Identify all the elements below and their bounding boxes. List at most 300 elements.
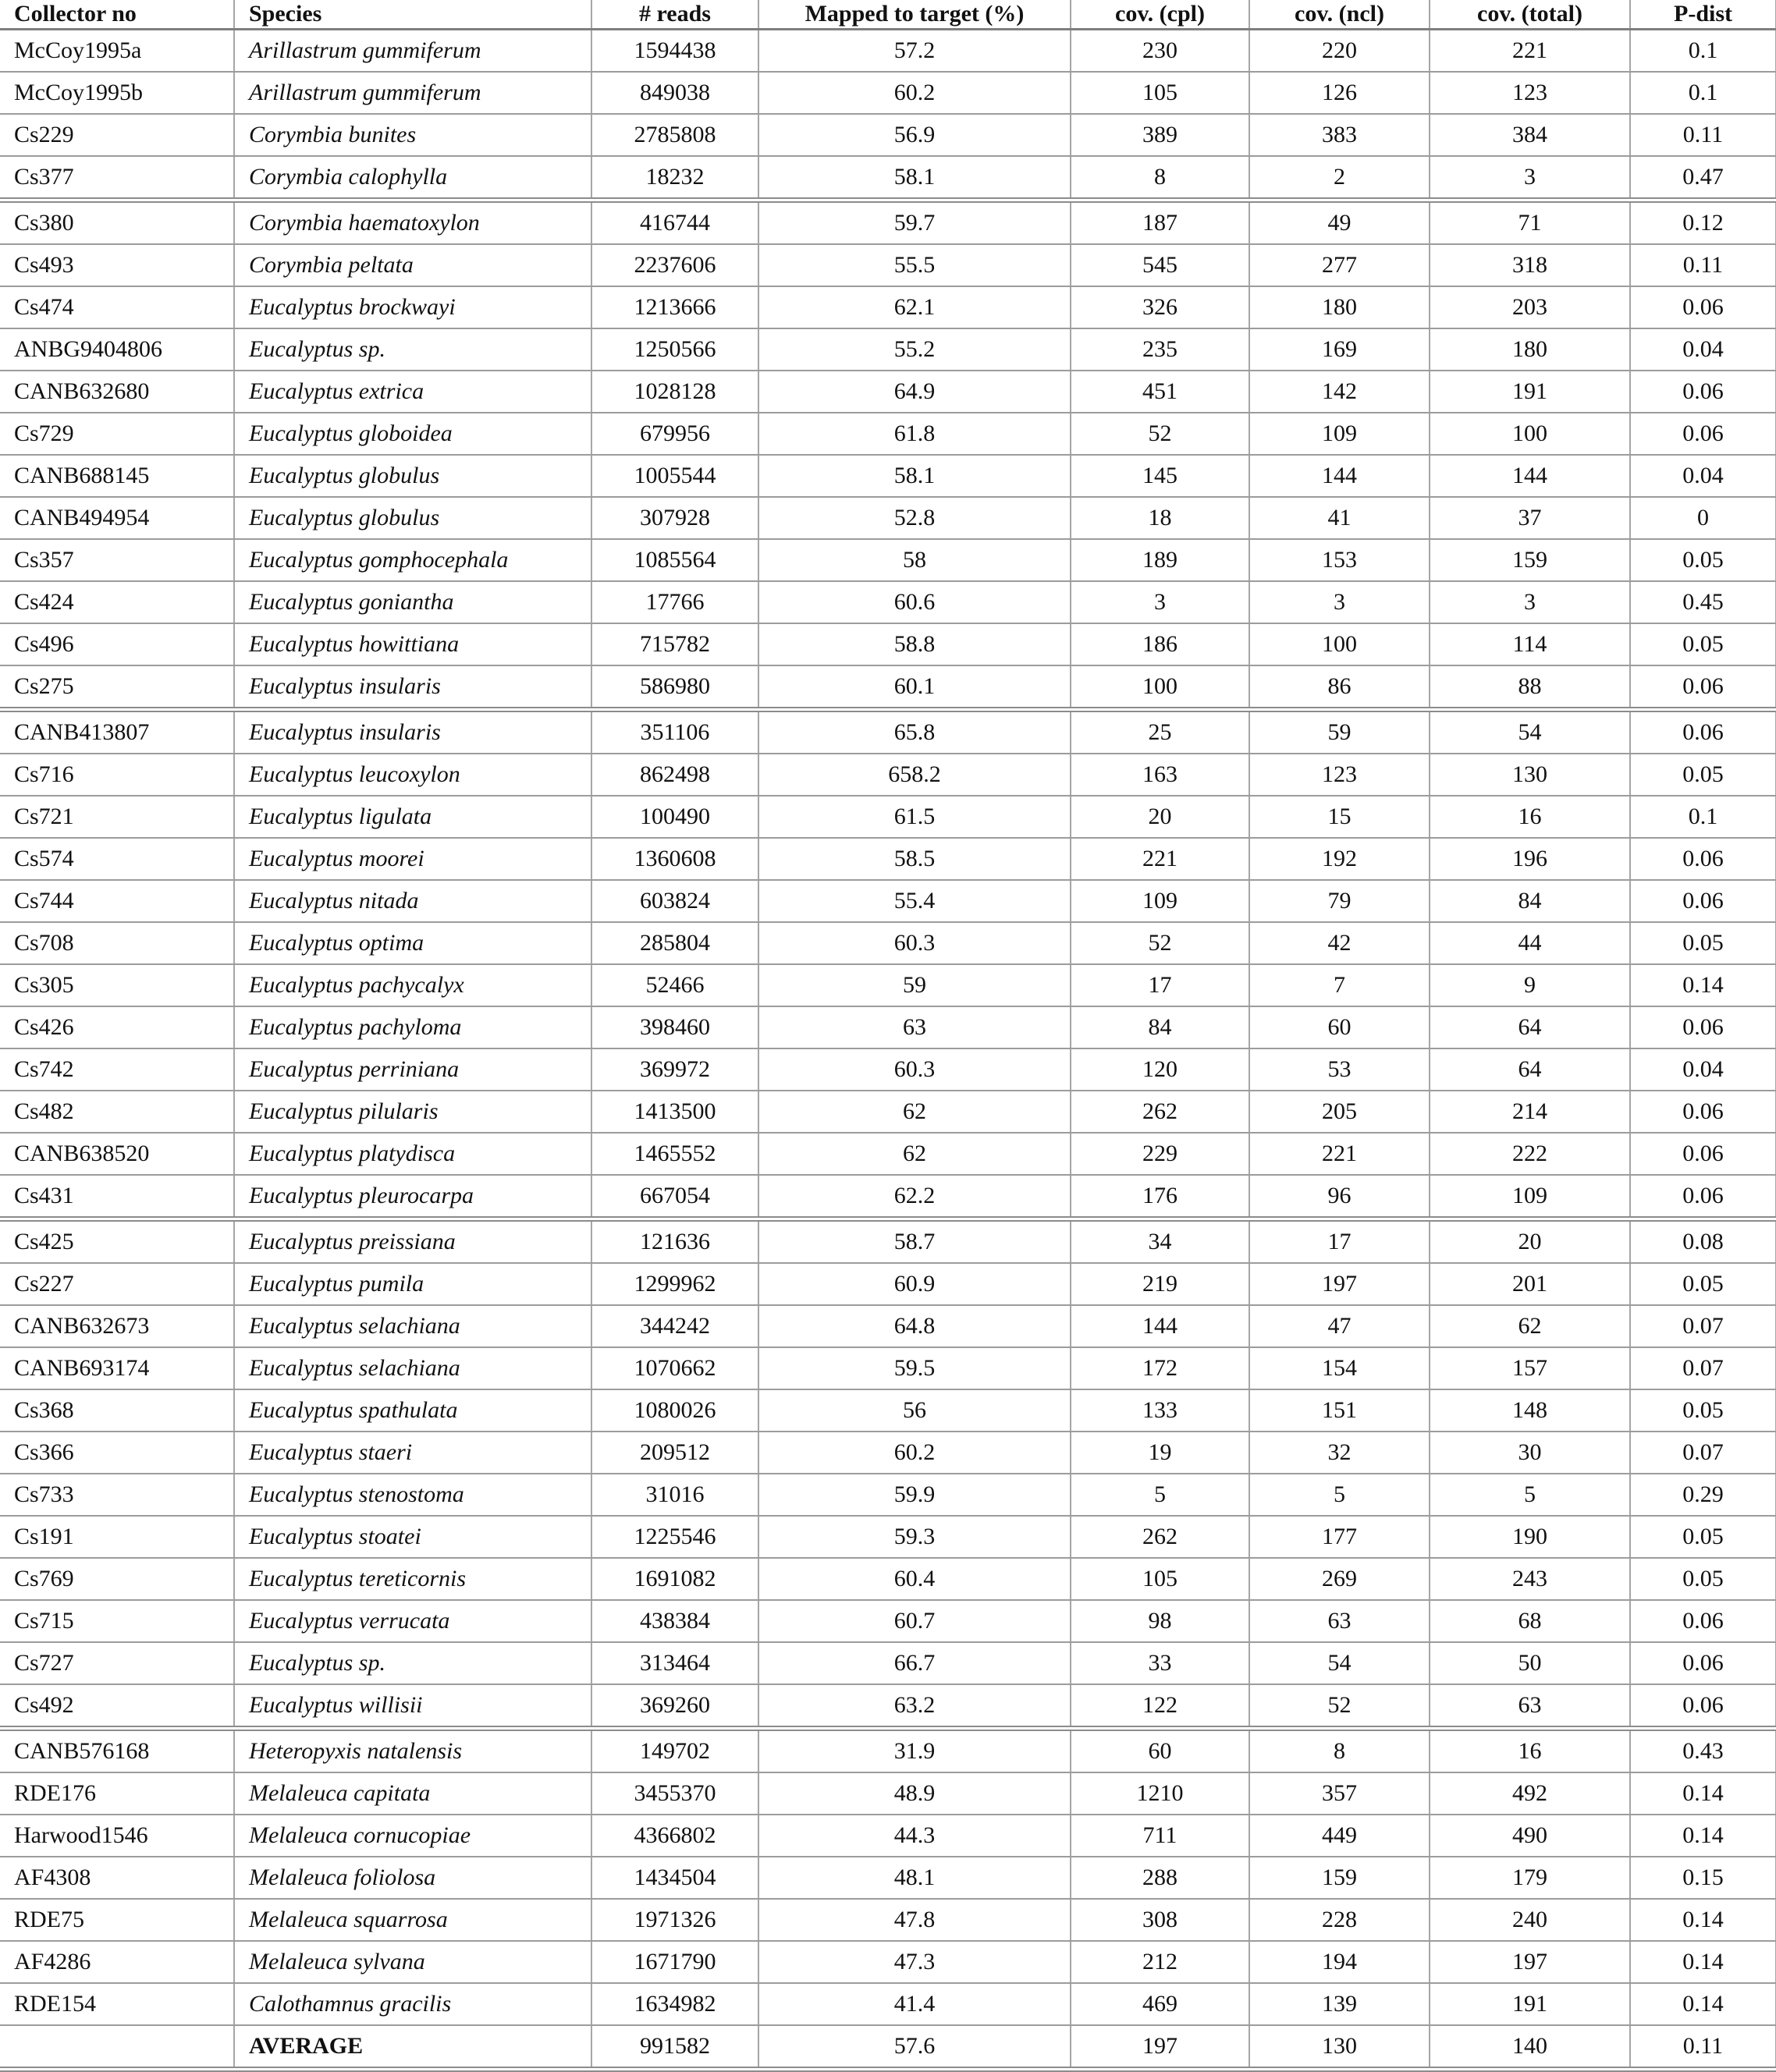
cell-reads: 209512 <box>591 1432 758 1474</box>
cell-cov_cpl: 187 <box>1071 200 1249 245</box>
cell-cov_ncl: 194 <box>1249 1941 1430 1983</box>
table-row <box>0 539 1776 581</box>
cell-cov_ncl: 79 <box>1249 880 1430 922</box>
cell-reads: 2785808 <box>591 114 758 156</box>
col-header-cov_ncl: cov. (ncl) <box>1249 0 1430 30</box>
cell-species: Corymbia haematoxylon <box>234 200 591 245</box>
cell-cov_cpl: 109 <box>1071 880 1249 922</box>
cell-mapped: 60.9 <box>758 1263 1071 1305</box>
cell-reads: 1225546 <box>591 1516 758 1558</box>
cell-cov_cpl: 219 <box>1071 1263 1249 1305</box>
cell-pdist: 0.1 <box>1630 30 1776 73</box>
cell-cov_total: 68 <box>1430 1600 1630 1642</box>
cell-collector: CANB494954 <box>0 497 234 539</box>
cell-mapped: 66.7 <box>758 1642 1071 1684</box>
cell-mapped: 41.4 <box>758 1983 1071 2025</box>
table-row <box>0 1091 1776 1133</box>
cell-species: Eucalyptus optima <box>234 922 591 964</box>
cell-cov_total: 179 <box>1430 1857 1630 1899</box>
cell-species: Eucalyptus stenostoma <box>234 1474 591 1516</box>
cell-cov_cpl: 25 <box>1071 710 1249 754</box>
cell-cov_total: 490 <box>1430 1815 1630 1857</box>
cell-cov_ncl: 154 <box>1249 1347 1430 1389</box>
cell-cov_ncl: 3 <box>1249 581 1430 623</box>
cell-species: Eucalyptus selachiana <box>234 1347 591 1389</box>
cell-cov_cpl: 133 <box>1071 1389 1249 1432</box>
cell-cov_cpl: 163 <box>1071 754 1249 796</box>
cell-species: Eucalyptus ligulata <box>234 796 591 838</box>
cell-pdist: 0.05 <box>1630 754 1776 796</box>
cell-pdist: 0.07 <box>1630 1347 1776 1389</box>
cell-cov_cpl: 172 <box>1071 1347 1249 1389</box>
cell-cov_ncl: 220 <box>1249 30 1430 73</box>
cell-reads: 351106 <box>591 710 758 754</box>
cell-cov_total: 240 <box>1430 1899 1630 1941</box>
cell-cov_total: 3 <box>1430 156 1630 200</box>
table-row <box>0 1048 1776 1091</box>
table-row <box>0 30 1776 73</box>
cell-cov_cpl: 5 <box>1071 1474 1249 1516</box>
cell-mapped: 59 <box>758 964 1071 1006</box>
cell-mapped: 60.7 <box>758 1600 1071 1642</box>
cell-mapped: 62.2 <box>758 1175 1071 1219</box>
cell-cov_total: 190 <box>1430 1516 1630 1558</box>
cell-collector: CANB693174 <box>0 1347 234 1389</box>
cell-cov_ncl: 177 <box>1249 1516 1430 1558</box>
cell-cov_total: 384 <box>1430 114 1630 156</box>
cell-cov_cpl: 326 <box>1071 286 1249 328</box>
cell-species: Eucalyptus sp. <box>234 1642 591 1684</box>
cell-cov_cpl: 711 <box>1071 1815 1249 1857</box>
cell-reads: 285804 <box>591 922 758 964</box>
table-row <box>0 710 1776 754</box>
cell-cov_cpl: 197 <box>1071 2025 1249 2070</box>
cell-cov_cpl: 52 <box>1071 922 1249 964</box>
cell-pdist: 0.45 <box>1630 581 1776 623</box>
cell-species: Eucalyptus sp. <box>234 328 591 371</box>
cell-mapped: 58.5 <box>758 838 1071 880</box>
cell-cov_ncl: 269 <box>1249 1558 1430 1600</box>
cell-cov_ncl: 277 <box>1249 244 1430 286</box>
cell-mapped: 48.1 <box>758 1857 1071 1899</box>
cell-mapped: 55.5 <box>758 244 1071 286</box>
cell-cov_ncl: 60 <box>1249 1006 1430 1048</box>
cell-collector: Cs716 <box>0 754 234 796</box>
table-row <box>0 1305 1776 1347</box>
table-row <box>0 200 1776 245</box>
col-header-species: Species <box>234 0 591 30</box>
cell-cov_cpl: 19 <box>1071 1432 1249 1474</box>
table-row <box>0 1941 1776 1983</box>
cell-cov_ncl: 139 <box>1249 1983 1430 2025</box>
cell-cov_total: 5 <box>1430 1474 1630 1516</box>
cell-pdist: 0.05 <box>1630 922 1776 964</box>
table-row <box>0 1432 1776 1474</box>
cell-cov_cpl: 389 <box>1071 114 1249 156</box>
cell-cov_ncl: 32 <box>1249 1432 1430 1474</box>
cell-cov_total: 221 <box>1430 30 1630 73</box>
cell-pdist: 0.14 <box>1630 964 1776 1006</box>
table-row <box>0 1006 1776 1048</box>
cell-reads: 4366802 <box>591 1815 758 1857</box>
cell-species: Melaleuca cornucopiae <box>234 1815 591 1857</box>
cell-collector: Cs492 <box>0 1684 234 1729</box>
table-row <box>0 796 1776 838</box>
cell-collector: RDE176 <box>0 1772 234 1815</box>
cell-collector: AF4286 <box>0 1941 234 1983</box>
cell-cov_cpl: 469 <box>1071 1983 1249 2025</box>
cell-mapped: 60.1 <box>758 665 1071 710</box>
cell-mapped: 63 <box>758 1006 1071 1048</box>
cell-reads: 849038 <box>591 72 758 114</box>
col-header-mapped: Mapped to target (%) <box>758 0 1071 30</box>
cell-pdist: 0.06 <box>1630 710 1776 754</box>
cell-collector: Cs708 <box>0 922 234 964</box>
cell-mapped: 62 <box>758 1091 1071 1133</box>
cell-mapped: 44.3 <box>758 1815 1071 1857</box>
cell-cov_total: 123 <box>1430 72 1630 114</box>
cell-cov_cpl: 3 <box>1071 581 1249 623</box>
cell-cov_ncl: 49 <box>1249 200 1430 245</box>
cell-cov_total: 157 <box>1430 1347 1630 1389</box>
cell-collector: CANB632680 <box>0 371 234 413</box>
cell-mapped: 60.2 <box>758 72 1071 114</box>
cell-species: Eucalyptus nitada <box>234 880 591 922</box>
cell-collector: McCoy1995a <box>0 30 234 73</box>
cell-cov_cpl: 52 <box>1071 413 1249 455</box>
table-row <box>0 72 1776 114</box>
cell-mapped: 61.8 <box>758 413 1071 455</box>
cell-cov_ncl: 197 <box>1249 1263 1430 1305</box>
cell-collector: Cs424 <box>0 581 234 623</box>
cell-cov_total: 140 <box>1430 2025 1630 2070</box>
cell-species: Eucalyptus spathulata <box>234 1389 591 1432</box>
cell-cov_ncl: 130 <box>1249 2025 1430 2070</box>
cell-reads: 1634982 <box>591 1983 758 2025</box>
cell-cov_total: 243 <box>1430 1558 1630 1600</box>
cell-cov_cpl: 60 <box>1071 1729 1249 1773</box>
cell-cov_ncl: 221 <box>1249 1133 1430 1175</box>
cell-species: Melaleuca capitata <box>234 1772 591 1815</box>
cell-species: Melaleuca squarrosa <box>234 1899 591 1941</box>
cell-reads: 715782 <box>591 623 758 665</box>
cell-cov_cpl: 98 <box>1071 1600 1249 1642</box>
cell-cov_total: 492 <box>1430 1772 1630 1815</box>
cell-mapped: 60.3 <box>758 922 1071 964</box>
cell-mapped: 62 <box>758 1133 1071 1175</box>
cell-reads: 1360608 <box>591 838 758 880</box>
col-header-pdist: P-dist <box>1630 0 1776 30</box>
cell-species: Eucalyptus preissiana <box>234 1219 591 1264</box>
cell-reads: 667054 <box>591 1175 758 1219</box>
cell-mapped: 63.2 <box>758 1684 1071 1729</box>
cell-species: Eucalyptus pumila <box>234 1263 591 1305</box>
cell-cov_cpl: 451 <box>1071 371 1249 413</box>
cell-mapped: 52.8 <box>758 497 1071 539</box>
table-row <box>0 1772 1776 1815</box>
table-row <box>0 1729 1776 1773</box>
cell-collector: Cs275 <box>0 665 234 710</box>
cell-pdist: 0.06 <box>1630 371 1776 413</box>
table-row <box>0 1642 1776 1684</box>
table-row <box>0 156 1776 200</box>
cell-cov_total: 214 <box>1430 1091 1630 1133</box>
cell-reads: 149702 <box>591 1729 758 1773</box>
cell-cov_cpl: 144 <box>1071 1305 1249 1347</box>
cell-collector <box>0 2025 234 2070</box>
cell-cov_ncl: 41 <box>1249 497 1430 539</box>
table-row <box>0 1600 1776 1642</box>
cell-species: Corymbia calophylla <box>234 156 591 200</box>
cell-cov_ncl: 42 <box>1249 922 1430 964</box>
cell-cov_ncl: 357 <box>1249 1772 1430 1815</box>
cell-collector: CANB632673 <box>0 1305 234 1347</box>
cell-cov_total: 50 <box>1430 1642 1630 1684</box>
table-row <box>0 1347 1776 1389</box>
cell-mapped: 57.2 <box>758 30 1071 73</box>
cell-pdist: 0.14 <box>1630 1983 1776 2025</box>
cell-cov_cpl: 235 <box>1071 328 1249 371</box>
cell-cov_ncl: 53 <box>1249 1048 1430 1091</box>
cell-species: Eucalyptus staeri <box>234 1432 591 1474</box>
table-row <box>0 1558 1776 1600</box>
header-row <box>0 0 1776 30</box>
cell-species: Eucalyptus verrucata <box>234 1600 591 1642</box>
cell-collector: Cs733 <box>0 1474 234 1516</box>
cell-reads: 1250566 <box>591 328 758 371</box>
cell-mapped: 58.7 <box>758 1219 1071 1264</box>
cell-species: Arillastrum gummiferum <box>234 72 591 114</box>
cell-cov_cpl: 221 <box>1071 838 1249 880</box>
table-row <box>0 328 1776 371</box>
table-row <box>0 623 1776 665</box>
average-row <box>0 2025 1776 2070</box>
cell-pdist: 0.1 <box>1630 72 1776 114</box>
cell-collector: Cs744 <box>0 880 234 922</box>
cell-cov_total: 144 <box>1430 455 1630 497</box>
cell-species: Eucalyptus pilularis <box>234 1091 591 1133</box>
cell-pdist: 0.11 <box>1630 114 1776 156</box>
cell-species: AVERAGE <box>234 2025 591 2070</box>
cell-cov_ncl: 159 <box>1249 1857 1430 1899</box>
cell-mapped: 60.2 <box>758 1432 1071 1474</box>
cell-cov_ncl: 144 <box>1249 455 1430 497</box>
table-row <box>0 1857 1776 1899</box>
cell-cov_total: 159 <box>1430 539 1630 581</box>
table-row <box>0 371 1776 413</box>
cell-pdist: 0.11 <box>1630 2025 1776 2070</box>
cell-cov_ncl: 59 <box>1249 710 1430 754</box>
cell-reads: 1213666 <box>591 286 758 328</box>
cell-species: Eucalyptus globulus <box>234 455 591 497</box>
cell-pdist: 0.08 <box>1630 1219 1776 1264</box>
cell-cov_cpl: 262 <box>1071 1091 1249 1133</box>
table-row <box>0 754 1776 796</box>
cell-cov_total: 203 <box>1430 286 1630 328</box>
cell-collector: AF4308 <box>0 1857 234 1899</box>
cell-cov_ncl: 15 <box>1249 796 1430 838</box>
cell-cov_cpl: 176 <box>1071 1175 1249 1219</box>
cell-collector: Cs229 <box>0 114 234 156</box>
cell-collector: Cs496 <box>0 623 234 665</box>
cell-cov_ncl: 180 <box>1249 286 1430 328</box>
col-header-reads: # reads <box>591 0 758 30</box>
cell-collector: ANBG9404806 <box>0 328 234 371</box>
cell-collector: Cs715 <box>0 1600 234 1642</box>
table-body <box>0 30 1776 2070</box>
cell-cov_total: 201 <box>1430 1263 1630 1305</box>
cell-reads: 344242 <box>591 1305 758 1347</box>
cell-mapped: 59.7 <box>758 200 1071 245</box>
col-header-cov_total: cov. (total) <box>1430 0 1630 30</box>
cell-pdist: 0.11 <box>1630 244 1776 286</box>
cell-cov_total: 9 <box>1430 964 1630 1006</box>
table-row <box>0 1899 1776 1941</box>
table-row <box>0 1516 1776 1558</box>
cell-pdist: 0.05 <box>1630 623 1776 665</box>
cell-species: Eucalyptus moorei <box>234 838 591 880</box>
cell-pdist: 0.05 <box>1630 1558 1776 1600</box>
cell-cov_total: 84 <box>1430 880 1630 922</box>
cell-cov_cpl: 288 <box>1071 1857 1249 1899</box>
cell-pdist: 0.06 <box>1630 1600 1776 1642</box>
cell-cov_total: 222 <box>1430 1133 1630 1175</box>
cell-cov_total: 88 <box>1430 665 1630 710</box>
cell-mapped: 58.1 <box>758 455 1071 497</box>
cell-species: Calothamnus gracilis <box>234 1983 591 2025</box>
cell-species: Eucalyptus insularis <box>234 710 591 754</box>
cell-cov_total: 64 <box>1430 1048 1630 1091</box>
table-row <box>0 922 1776 964</box>
cell-pdist: 0.04 <box>1630 1048 1776 1091</box>
cell-cov_total: 64 <box>1430 1006 1630 1048</box>
cell-cov_cpl: 105 <box>1071 72 1249 114</box>
cell-cov_cpl: 100 <box>1071 665 1249 710</box>
cell-cov_cpl: 212 <box>1071 1941 1249 1983</box>
cell-cov_ncl: 123 <box>1249 754 1430 796</box>
cell-cov_total: 191 <box>1430 1983 1630 2025</box>
cell-collector: Cs380 <box>0 200 234 245</box>
cell-reads: 1691082 <box>591 1558 758 1600</box>
cell-mapped: 60.3 <box>758 1048 1071 1091</box>
cell-reads: 307928 <box>591 497 758 539</box>
cell-reads: 1080026 <box>591 1389 758 1432</box>
table-row <box>0 581 1776 623</box>
cell-species: Eucalyptus pleurocarpa <box>234 1175 591 1219</box>
cell-pdist: 0.06 <box>1630 1175 1776 1219</box>
cell-species: Eucalyptus platydisca <box>234 1133 591 1175</box>
cell-reads: 369972 <box>591 1048 758 1091</box>
cell-cov_ncl: 100 <box>1249 623 1430 665</box>
cell-species: Arillastrum gummiferum <box>234 30 591 73</box>
cell-pdist: 0.06 <box>1630 1642 1776 1684</box>
cell-cov_total: 191 <box>1430 371 1630 413</box>
cell-mapped: 48.9 <box>758 1772 1071 1815</box>
cell-cov_cpl: 105 <box>1071 1558 1249 1600</box>
cell-cov_ncl: 5 <box>1249 1474 1430 1516</box>
cell-mapped: 59.3 <box>758 1516 1071 1558</box>
cell-reads: 1671790 <box>591 1941 758 1983</box>
cell-species: Eucalyptus globulus <box>234 497 591 539</box>
cell-cov_total: 180 <box>1430 328 1630 371</box>
cell-collector: Cs742 <box>0 1048 234 1091</box>
cell-cov_cpl: 120 <box>1071 1048 1249 1091</box>
cell-collector: Cs474 <box>0 286 234 328</box>
cell-reads: 679956 <box>591 413 758 455</box>
cell-collector: CANB688145 <box>0 455 234 497</box>
cell-species: Melaleuca sylvana <box>234 1941 591 1983</box>
cell-reads: 1413500 <box>591 1091 758 1133</box>
cell-collector: Cs357 <box>0 539 234 581</box>
cell-pdist: 0.14 <box>1630 1815 1776 1857</box>
cell-cov_total: 63 <box>1430 1684 1630 1729</box>
table-row <box>0 286 1776 328</box>
table-row <box>0 1389 1776 1432</box>
cell-mapped: 64.9 <box>758 371 1071 413</box>
cell-pdist: 0.06 <box>1630 1133 1776 1175</box>
cell-cov_ncl: 96 <box>1249 1175 1430 1219</box>
cell-collector: McCoy1995b <box>0 72 234 114</box>
cell-cov_cpl: 18 <box>1071 497 1249 539</box>
cell-cov_ncl: 52 <box>1249 1684 1430 1729</box>
cell-pdist: 0.04 <box>1630 328 1776 371</box>
cell-cov_ncl: 17 <box>1249 1219 1430 1264</box>
table-row <box>0 1263 1776 1305</box>
cell-cov_cpl: 545 <box>1071 244 1249 286</box>
cell-collector: Cs769 <box>0 1558 234 1600</box>
cell-pdist: 0.07 <box>1630 1305 1776 1347</box>
cell-pdist: 0.14 <box>1630 1772 1776 1815</box>
cell-pdist: 0.06 <box>1630 413 1776 455</box>
table-row <box>0 497 1776 539</box>
cell-mapped: 60.4 <box>758 1558 1071 1600</box>
cell-reads: 398460 <box>591 1006 758 1048</box>
table-row <box>0 880 1776 922</box>
cell-cov_total: 100 <box>1430 413 1630 455</box>
cell-cov_cpl: 20 <box>1071 796 1249 838</box>
cell-species: Eucalyptus selachiana <box>234 1305 591 1347</box>
cell-reads: 17766 <box>591 581 758 623</box>
cell-reads: 18232 <box>591 156 758 200</box>
cell-cov_total: 130 <box>1430 754 1630 796</box>
table-row <box>0 1219 1776 1264</box>
cell-cov_total: 44 <box>1430 922 1630 964</box>
cell-reads: 369260 <box>591 1684 758 1729</box>
cell-collector: Cs377 <box>0 156 234 200</box>
cell-species: Eucalyptus stoatei <box>234 1516 591 1558</box>
cell-pdist: 0.05 <box>1630 1516 1776 1558</box>
cell-reads: 3455370 <box>591 1772 758 1815</box>
table-row <box>0 455 1776 497</box>
cell-cov_ncl: 153 <box>1249 539 1430 581</box>
cell-pdist: 0.06 <box>1630 838 1776 880</box>
cell-mapped: 57.6 <box>758 2025 1071 2070</box>
cell-cov_cpl: 84 <box>1071 1006 1249 1048</box>
cell-cov_total: 54 <box>1430 710 1630 754</box>
cell-reads: 1005544 <box>591 455 758 497</box>
cell-collector: Cs191 <box>0 1516 234 1558</box>
cell-mapped: 55.2 <box>758 328 1071 371</box>
cell-mapped: 31.9 <box>758 1729 1071 1773</box>
table-row <box>0 838 1776 880</box>
cell-cov_cpl: 1210 <box>1071 1772 1249 1815</box>
cell-collector: Cs366 <box>0 1432 234 1474</box>
cell-reads: 1434504 <box>591 1857 758 1899</box>
cell-cov_ncl: 151 <box>1249 1389 1430 1432</box>
cell-species: Eucalyptus globoidea <box>234 413 591 455</box>
cell-species: Eucalyptus willisii <box>234 1684 591 1729</box>
cell-cov_total: 20 <box>1430 1219 1630 1264</box>
